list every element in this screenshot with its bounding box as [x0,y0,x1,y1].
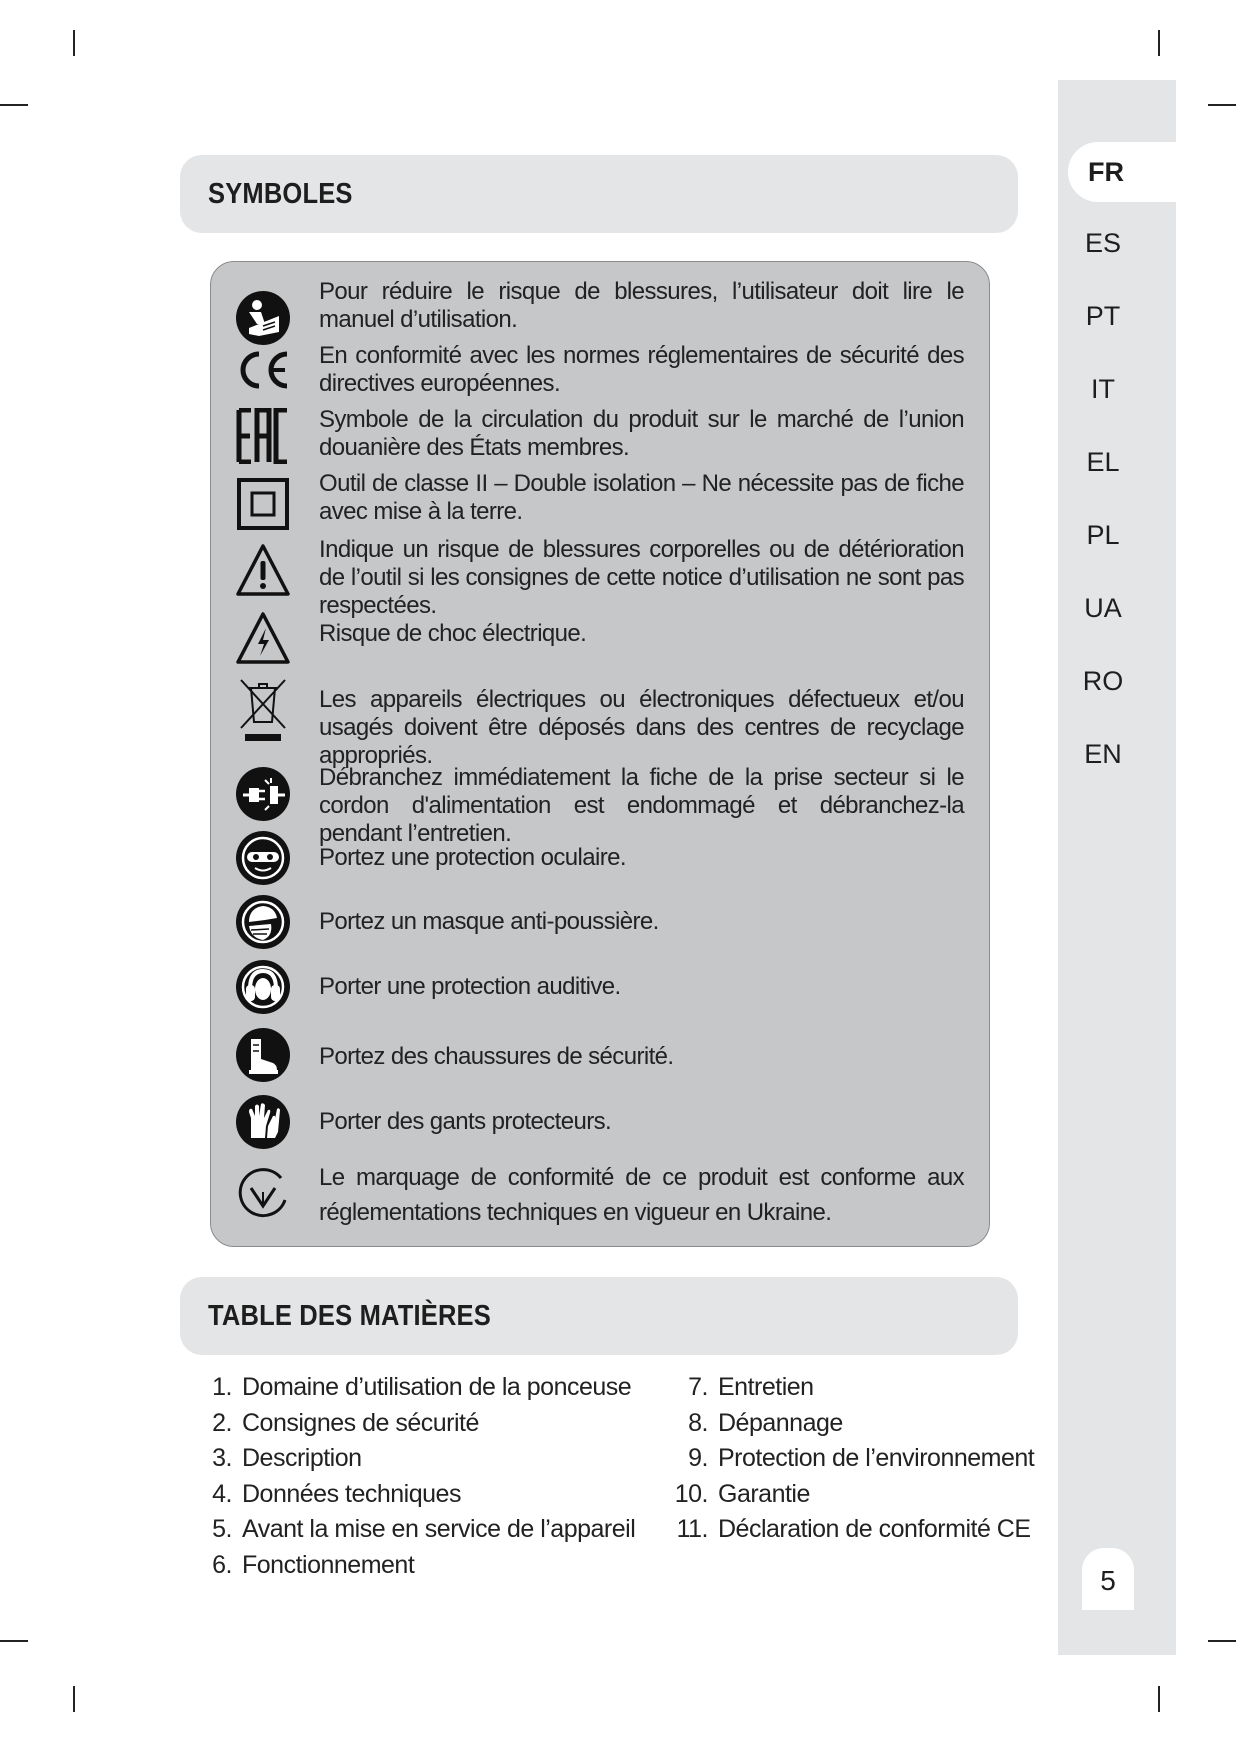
crop-mark [1158,30,1160,56]
language-tab-ua[interactable]: UA [1084,593,1122,623]
class-ii-double-insulation-icon [235,476,291,532]
symbol-description: Portez des chaussures de sécurité. [319,1043,674,1070]
ear-protection-icon [235,959,291,1015]
toc-item[interactable] [670,1441,1034,1477]
language-tab-fr[interactable]: FR [1068,142,1180,202]
toc-item[interactable] [670,1477,1034,1513]
crop-mark [73,1686,75,1712]
toc-item-number: 1. [212,1373,232,1401]
toc-item-number: 4. [212,1479,232,1508]
crop-mark [1208,1640,1236,1642]
toc-section-header [180,1277,1018,1355]
crop-mark [0,1640,28,1642]
gloves-icon [235,1094,291,1150]
toc-item-number: 9. [688,1444,708,1472]
toc-item[interactable] [204,1406,635,1442]
toc-item-label: Garantie [718,1479,810,1508]
symbol-description: Outil de classe II – Double isolation – Ne nécessite pas de fiche avec mise à la terre. [319,470,964,525]
toc-item-label: Fonctionnement [242,1550,415,1579]
toc-item-label: Domaine d’utilisation de la ponceuse [242,1373,632,1401]
crop-mark [0,104,28,106]
toc-item[interactable] [204,1477,635,1513]
toc-item-label: Avant la mise en service de l’appareil [242,1515,636,1543]
symbol-description: Le marquage de conformité de ce produit est conforme aux réglementations techniques en vigueur en Ukraine. [319,1164,964,1226]
symbol-description: Risque de choc électrique. [319,620,587,647]
toc-item[interactable] [204,1441,635,1477]
toc-item-label: Protection de l’environnement [718,1444,1035,1472]
symbol-description: Porter une protection auditive. [319,973,621,1000]
language-tab-pt[interactable]: PT [1085,301,1121,331]
section-title: SYMBOLES [208,178,353,210]
language-tab-es[interactable]: ES [1084,228,1122,258]
ukraine-conformity-mark-icon [235,1166,291,1222]
toc-item[interactable] [670,1512,1034,1548]
ce-mark-icon [235,342,291,398]
toc-item-label: Déclaration de conformité CE [718,1515,1031,1543]
toc-item-number: 11. [676,1515,708,1543]
dust-mask-icon [235,894,291,950]
toc-item[interactable] [670,1370,1034,1406]
safety-boots-icon [235,1027,291,1083]
toc-item-number: 2. [212,1408,232,1437]
electric-shock-icon [235,610,291,666]
symbols-panel [210,261,990,1247]
symbol-description: Débranchez immédiatement la fiche de la prise secteur si le cordon d'alimentation est endommagé et débranchez-la pendant l’entretien. [319,764,964,847]
language-tab-it[interactable]: IT [1091,374,1115,404]
toc-item-number: 7. [688,1373,708,1401]
toc-item[interactable] [204,1370,635,1406]
language-tab-ro[interactable]: RO [1082,666,1124,696]
symbol-description: Porter des gants protecteurs. [319,1108,612,1135]
crop-mark [1158,1686,1160,1712]
symbols-section-header [180,155,1018,233]
symbol-description: Pour réduire le risque de blessures, l’utilisateur doit lire le manuel d’utilisation. [319,278,964,333]
language-tab-en[interactable]: EN [1084,739,1122,769]
toc-item-label: Dépannage [718,1408,843,1437]
eye-protection-icon [235,830,291,886]
toc-item[interactable] [204,1512,635,1548]
toc-item-label: Données techniques [242,1479,461,1508]
toc-item[interactable] [670,1406,1034,1442]
weee-crossed-bin-icon [235,676,291,742]
language-tab-strip [1058,80,1176,1655]
symbol-description: Portez un masque anti-poussière. [319,908,659,935]
crop-mark [73,30,75,56]
crop-mark [1208,104,1236,106]
toc-item-label: Entretien [718,1373,814,1401]
section-title: TABLE DES MATIÈRES [208,1300,491,1332]
toc-item-number: 6. [212,1550,232,1579]
symbol-description: En conformité avec les normes réglementaires de sécurité des directives européennes. [319,342,964,397]
toc-item[interactable] [204,1548,635,1584]
toc-item-number: 3. [212,1444,232,1472]
toc-left-column [204,1370,635,1583]
toc-item-number: 8. [688,1408,708,1437]
toc-item-label: Consignes de sécurité [242,1408,479,1437]
symbol-description: Les appareils électriques ou électroniques défectueux et/ou usagés doivent être déposés dans des centres de recyclage appropriés. [319,686,964,769]
symbol-description: Indique un risque de blessures corporelles ou de détérioration de l’outil si les consignes de cette notice d’utilisation ne sont pas respectées. [319,536,964,619]
read-manual-icon [235,290,291,346]
eac-mark-icon [235,408,291,464]
unplug-icon [235,766,291,822]
language-tab-el[interactable]: EL [1086,447,1120,477]
toc-item-number: 10. [674,1479,708,1508]
toc-item-label: Description [242,1444,362,1472]
symbol-description: Symbole de la circulation du produit sur le marché de l’union douanière des États membres. [319,406,964,461]
toc-right-column [670,1370,1034,1548]
page-number: 5 [1082,1548,1134,1610]
language-tab-pl[interactable]: PL [1086,520,1120,550]
toc-item-number: 5. [212,1515,232,1543]
warning-triangle-icon [235,542,291,598]
symbol-description: Portez une protection oculaire. [319,844,626,871]
